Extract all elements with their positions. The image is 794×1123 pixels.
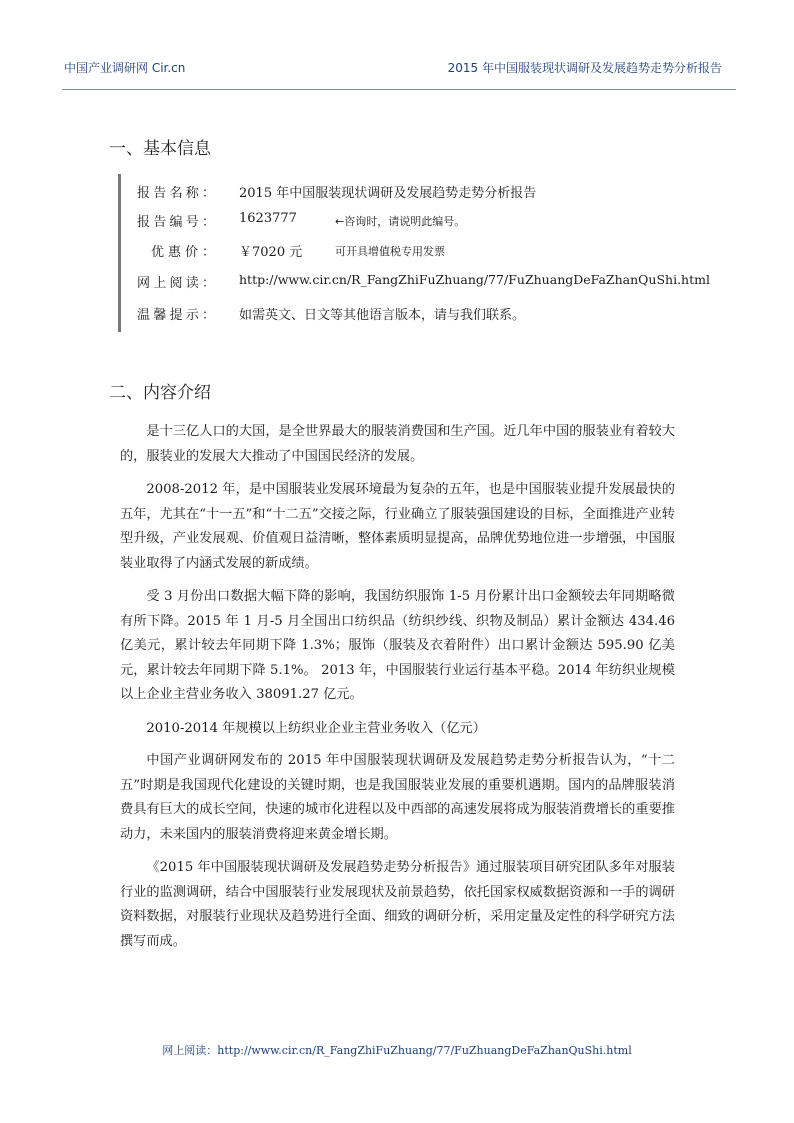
header-report-title: 2015 年中国服装现状调研及发展趋势走势分析报告 <box>447 61 722 75</box>
info-value: 如需英文、日文等其他语言版本，请与我们联系。 <box>239 308 526 323</box>
info-value: 2015 年中国服装现状调研及发展趋势走势分析报告 <box>239 186 537 201</box>
basic-info-box <box>118 174 710 332</box>
section-title-basic-info: 一、基本信息 <box>109 139 211 159</box>
paragraph: 中国产业调研网发布的 2015 年中国服装现状调研及发展趋势走势分析报告认为，“十二五”时期是我国现代化建设的关键时期，也是我国服装业发展的重要机遇期。国内的品牌服装消费具有巨大的成长空间，快速的城市化进程以及中西部的高速发展将成为服装消费增长的重要推动力，未来国内的服装消费将迎来黄金增长期。 <box>120 753 675 842</box>
paragraph: 《2015 年中国服装现状调研及发展趋势走势分析报告》通过服装项目研究团队多年对服装行业的监测调研，结合中国服装行业发展现状及前景趋势，依托国家权威数据资源和一手的调研资料数据，对服装行业现状及趋势进行全面、细致的调研分析，采用定量及定性的科学研究方法撰写而成。 <box>120 860 675 949</box>
info-label: 报告编号： <box>137 215 215 230</box>
info-label: 报告名称： <box>137 186 215 201</box>
info-label: 网上阅读： <box>137 276 215 291</box>
paragraph: 是十三亿人口的大国，是全世界最大的服装消费国和生产国。近几年中国的服装业有着较大的，服装业的发展大大推动了中国国民经济的发展。 <box>120 424 675 464</box>
info-value: 1623777 <box>239 211 297 226</box>
info-label: 优惠价： <box>151 245 215 260</box>
content-body <box>120 420 675 963</box>
section-title-content-intro: 二、内容介绍 <box>109 383 211 403</box>
figure-caption: 2010-2014 年规模以上纺织业企业主营业务收入（亿元） <box>146 720 486 736</box>
info-note: ←咨询时，请说明此编号。 <box>335 215 466 228</box>
paragraph: 受 3 月份出口数据大幅下降的影响，我国纺织服饰 1-5 月份累计出口金额较去年同期略微有所下降。2015 年 1 月-5 月全国出口纺织品（纺织纱线、织物及制品）累计金额达 434.46 亿美元，累计较去年同期下降 1.3%；服饰（服装及衣着附件）出口累计金额达 595.90 亿美元，累计较去年同期下降 5.1%。 2013 年，中国服装行业运行基本平稳。2014 年纺织业规模以上企业主营业务收入 38091.27 亿元。 <box>120 589 675 702</box>
online-read-link[interactable]: http://www.cir.cn/R_FangZhiFuZhuang/77/FuZhuangDeFaZhanQuShi.html <box>239 272 710 287</box>
header-divider <box>62 89 736 90</box>
info-note: 可开具增值税专用发票 <box>335 245 445 258</box>
footer-online-read-link[interactable]: 网上阅读：http://www.cir.cn/R_FangZhiFuZhuang/77/FuZhuangDeFaZhanQuShi.html <box>162 1044 632 1057</box>
site-name: 中国产业调研网 Cir.cn <box>64 61 186 75</box>
paragraph: 2008-2012 年，是中国服装业发展环境最为复杂的五年，也是中国服装业提升发展最快的五年，尤其在“十一五”和“十二五”交接之际，行业确立了服装强国建设的目标，全面推进产业转型升级，产业发展观、价值观日益清晰，整体素质明显提高，品牌优势地位进一步增强，中国服装业取得了内涵式发展的新成绩。 <box>120 482 675 571</box>
info-value: ￥7020 元 <box>239 245 303 260</box>
info-label: 温馨提示： <box>137 308 215 323</box>
